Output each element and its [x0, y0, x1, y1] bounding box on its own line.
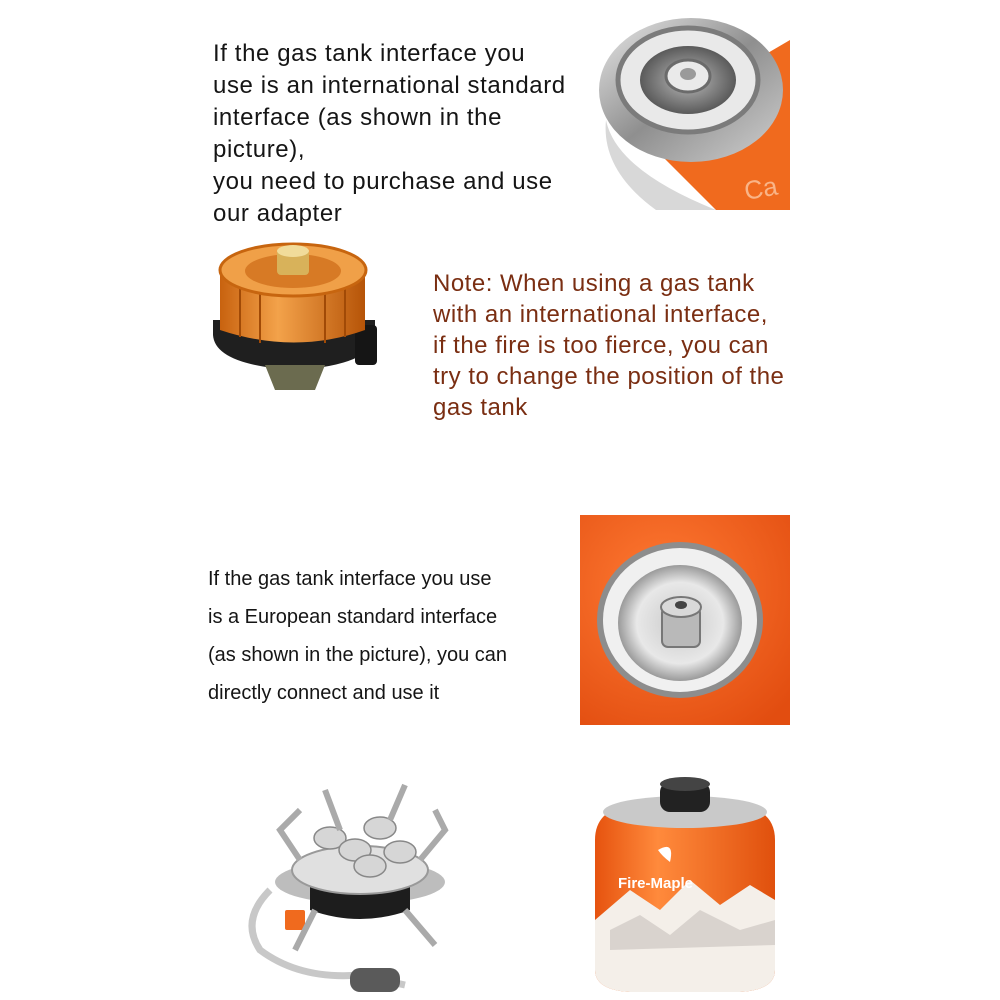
text-line: is a European standard interface	[208, 606, 498, 628]
stove-photo	[240, 770, 480, 995]
canister-brand: Fire-Maple	[618, 875, 694, 892]
text-line: Note: When using a gas tank	[433, 270, 755, 297]
note-text	[433, 268, 793, 423]
text-line: If the gas tank interface you	[213, 40, 526, 67]
european-interface-photo	[580, 515, 790, 725]
text-line: if the fire is too fierce, you can	[433, 332, 769, 359]
text-line: gas tank	[433, 394, 528, 421]
adapter-photo	[205, 235, 385, 395]
international-canister-photo	[596, 10, 790, 210]
international-interface-text	[213, 38, 583, 230]
text-line: directly connect and use it	[208, 682, 440, 704]
text-line: use is an international standard	[213, 72, 566, 99]
european-interface-text	[208, 560, 568, 712]
text-line: our adapter	[213, 200, 343, 227]
text-line: (as shown in the picture), you can	[208, 644, 508, 666]
text-line: with an international interface,	[433, 301, 768, 328]
fire-maple-canister-photo	[590, 770, 780, 995]
canister-label: Ca	[741, 170, 780, 206]
text-line: interface (as shown in the picture),	[213, 104, 503, 163]
text-line: If the gas tank interface you use	[208, 568, 492, 590]
text-line: try to change the position of the	[433, 363, 785, 390]
text-line: you need to purchase and use	[213, 168, 553, 195]
